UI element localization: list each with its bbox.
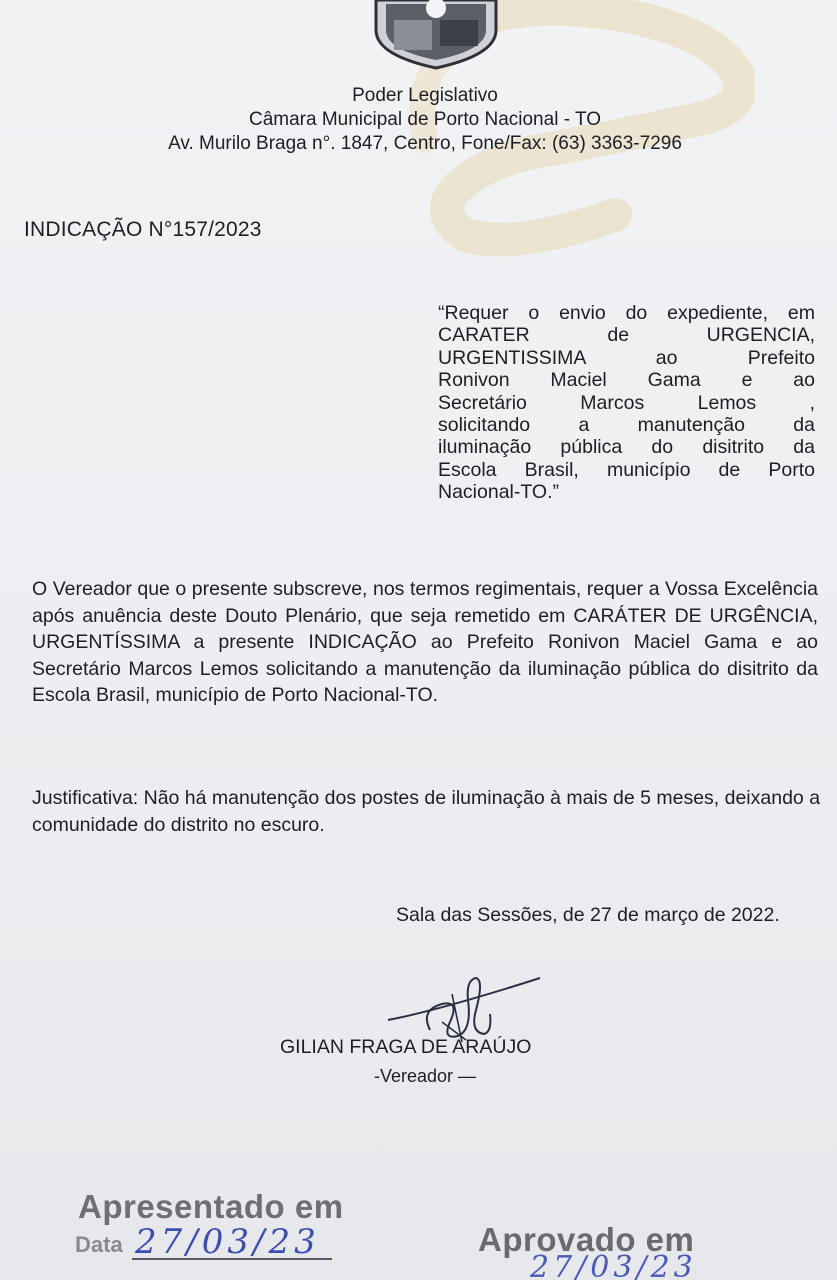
ementa-line: solicitando a manutenção da [438,414,815,437]
letterhead-line-3: Av. Murilo Braga n°. 1847, Centro, Fone/Fax: (63) 3363-7296 [168,133,682,154]
letterhead [0,84,837,156]
ementa-block [438,302,815,504]
letterhead-line-2: Câmara Municipal de Porto Nacional - TO [248,109,601,130]
ementa-line: “Requer o envio do expediente, em [438,302,815,324]
place-and-date: Sala das Sessões, de 27 de março de 2022. [396,904,780,926]
body-paragraph: O Vereador que o presente subscreve, nos termos regimentais, requer a Vossa Excelência após anuência deste Douto Plenário, que seja remetido em CARÁTER DE URGÊNCIA, URGENTÍSSIMA a presente INDICAÇÃO ao Prefeito Ronivon Maciel Gama e ao Secretário Marcos Lemos solicitando a manutenção da iluminação pública do disitrito da Escola Brasil, município de Porto Nacional-TO. [32,578,818,707]
presented-stamp-label: Apresentado em [78,1188,344,1225]
ementa-line: iluminação pública do disitrito da [438,436,815,459]
ementa-line: URGENTISSIMA ao Prefeito [438,346,815,369]
municipal-crest [372,0,500,70]
approved-date-handwritten: 27/03/23 [530,1250,697,1280]
ementa-line: Ronivon Maciel Gama e ao [438,369,815,392]
signer-name: GILIAN FRAGA DE ARAÚJO [280,1036,532,1058]
signer-role: -Vereador — [374,1066,477,1086]
document-title: INDICAÇÃO N°157/2023 [24,218,262,241]
presented-date-label: Data [75,1232,123,1257]
presented-date-underline [132,1258,332,1260]
ementa-line: Secretário Marcos Lemos , [438,391,815,414]
presented-date-handwritten: 27/03/23 [135,1222,320,1262]
ementa-line: CARATER de URGENCIA, [438,324,815,347]
ementa-line: Nacional-TO.” [438,481,560,504]
letterhead-line-1: Poder Legislativo [352,85,498,106]
approved-stamp-label: Aprovado em [478,1221,695,1258]
ementa-line: Escola Brasil, município de Porto [438,458,815,481]
justification-paragraph: Justificativa: Não há manutenção dos postes de iluminação à mais de 5 meses, deixando a comunidade do distrito no escuro. [32,787,821,836]
